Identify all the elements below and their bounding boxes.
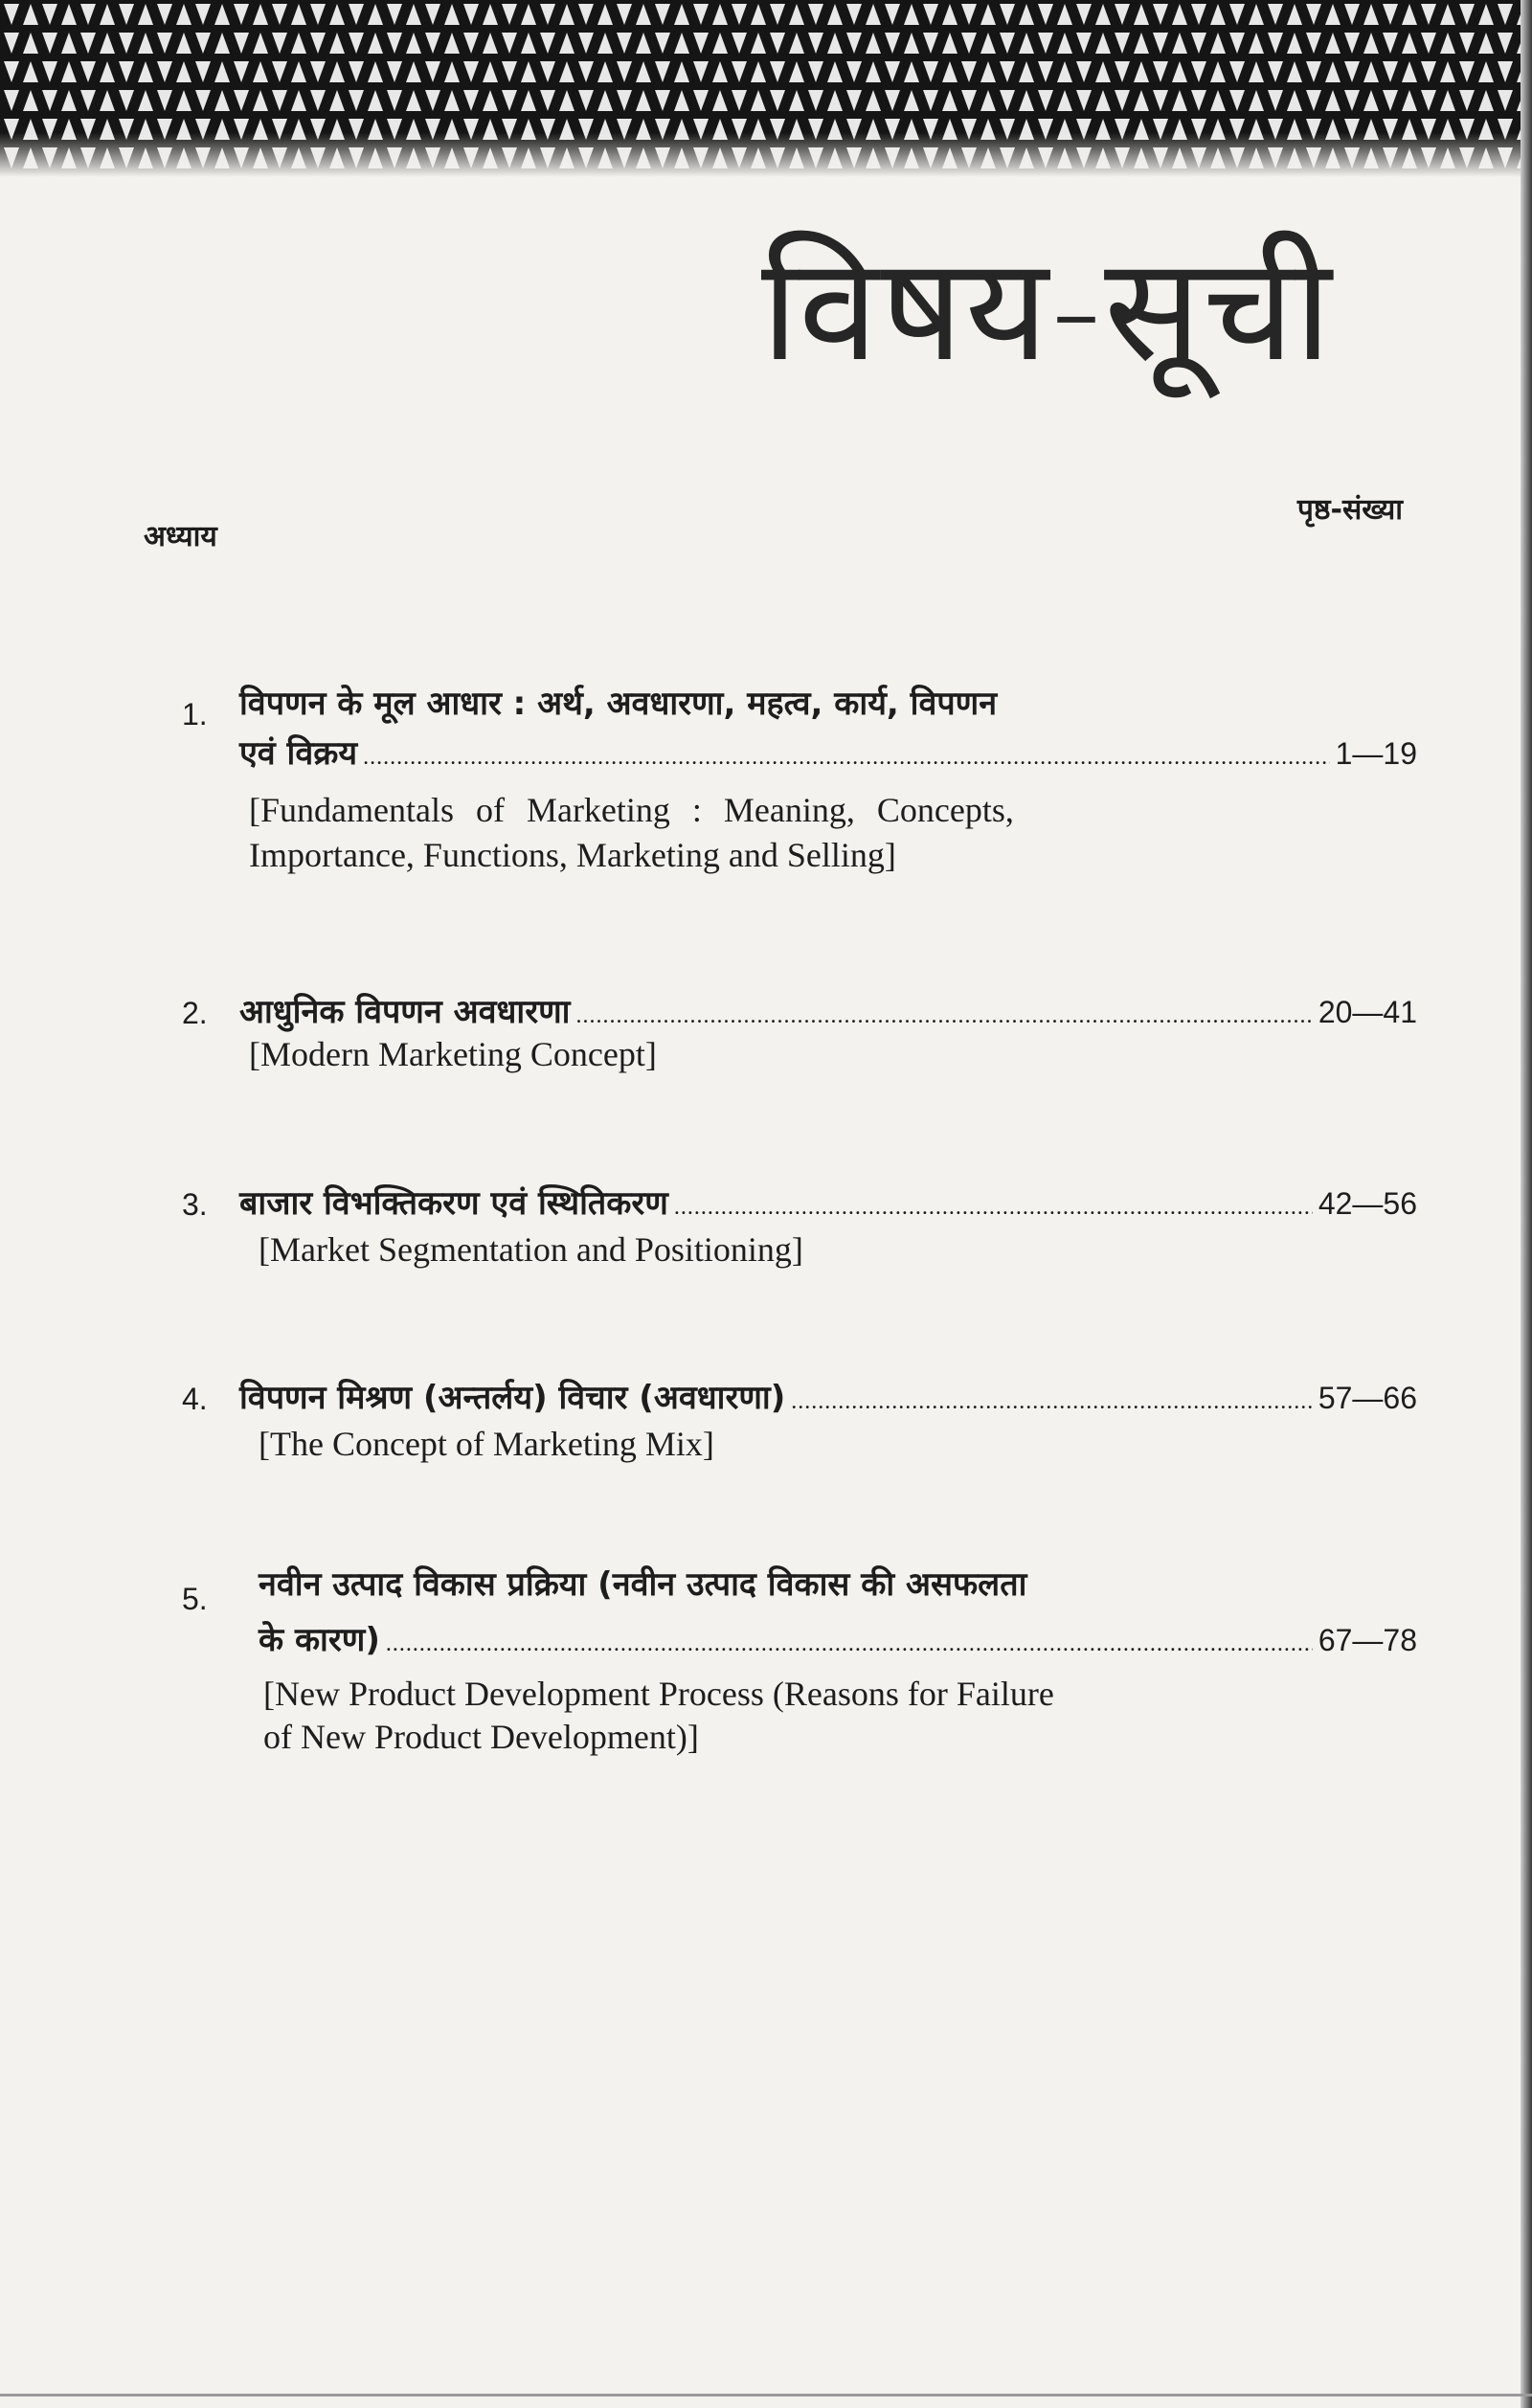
chapter-column-header: अध्याय xyxy=(144,520,217,553)
entry-english-title: [Modern Marketing Concept] xyxy=(249,1035,657,1073)
entry-hindi-title-line2: के कारण) xyxy=(259,1621,380,1659)
entry-english-title: [The Concept of Marketing Mix] xyxy=(259,1425,714,1463)
dot-leader xyxy=(674,1195,1313,1221)
entry-hindi-title-line1: नवीन उत्पाद विकास प्रक्रिया (नवीन उत्पाद विकास की असफलता xyxy=(259,1565,1027,1604)
entry-number: 4. xyxy=(182,1382,208,1416)
dot-leader xyxy=(791,1389,1313,1415)
dot-leader xyxy=(363,745,1330,771)
entry-leader-line xyxy=(239,988,1417,1032)
entry-leader-line xyxy=(239,1180,1417,1224)
entry-leader-line xyxy=(239,730,1417,774)
entry-hindi-title: आधुनिक विपणन अवधारणा xyxy=(239,993,571,1031)
entry-page-range: 42—56 xyxy=(1318,1186,1417,1221)
page-edge-shadow xyxy=(1521,0,1532,2408)
entry-english-title-line1: [Fundamentals of Marketing : Meaning, Concepts, xyxy=(249,791,1014,829)
entry-page-range: 67—78 xyxy=(1318,1623,1417,1657)
entry-leader-line xyxy=(259,1616,1417,1660)
decorative-triangle-pattern-band xyxy=(0,0,1522,177)
dot-leader xyxy=(575,1003,1312,1029)
entry-english-title-line2: of New Product Development)] xyxy=(263,1718,699,1756)
page-title: विषय-सूची xyxy=(761,227,1334,394)
entry-hindi-title-line2: एवं विक्रय xyxy=(239,734,358,773)
entry-number: 5. xyxy=(182,1582,208,1616)
entry-hindi-title-line1: विपणन के मूल आधार : अर्थ, अवधारणा, महत्व, कार्य, विपणन xyxy=(239,685,998,723)
entry-number: 2. xyxy=(182,996,208,1030)
entry-page-range: 57—66 xyxy=(1318,1381,1417,1415)
entry-leader-line xyxy=(239,1374,1417,1418)
entry-english-title-line1: [New Product Development Process (Reasons for Failure xyxy=(263,1675,1054,1713)
page-bottom-edge xyxy=(0,2394,1532,2397)
entry-english-title: [Market Segmentation and Positioning] xyxy=(259,1230,803,1269)
entry-page-range: 1—19 xyxy=(1335,736,1417,771)
dot-leader xyxy=(386,1632,1313,1657)
entry-hindi-title: विपणन मिश्रण (अन्तर्लय) विचार (अवधारणा) xyxy=(239,1379,786,1417)
page-number-column-header: पृष्ठ-संख्या xyxy=(1296,493,1403,527)
entry-number: 1. xyxy=(182,697,208,731)
entry-page-range: 20—41 xyxy=(1318,995,1417,1029)
entry-hindi-title: बाजार विभक्तिकरण एवं स्थितिकरण xyxy=(239,1184,668,1223)
entry-number: 3. xyxy=(182,1187,208,1222)
entry-english-title-line2: Importance, Functions, Marketing and Selling] xyxy=(249,836,896,874)
